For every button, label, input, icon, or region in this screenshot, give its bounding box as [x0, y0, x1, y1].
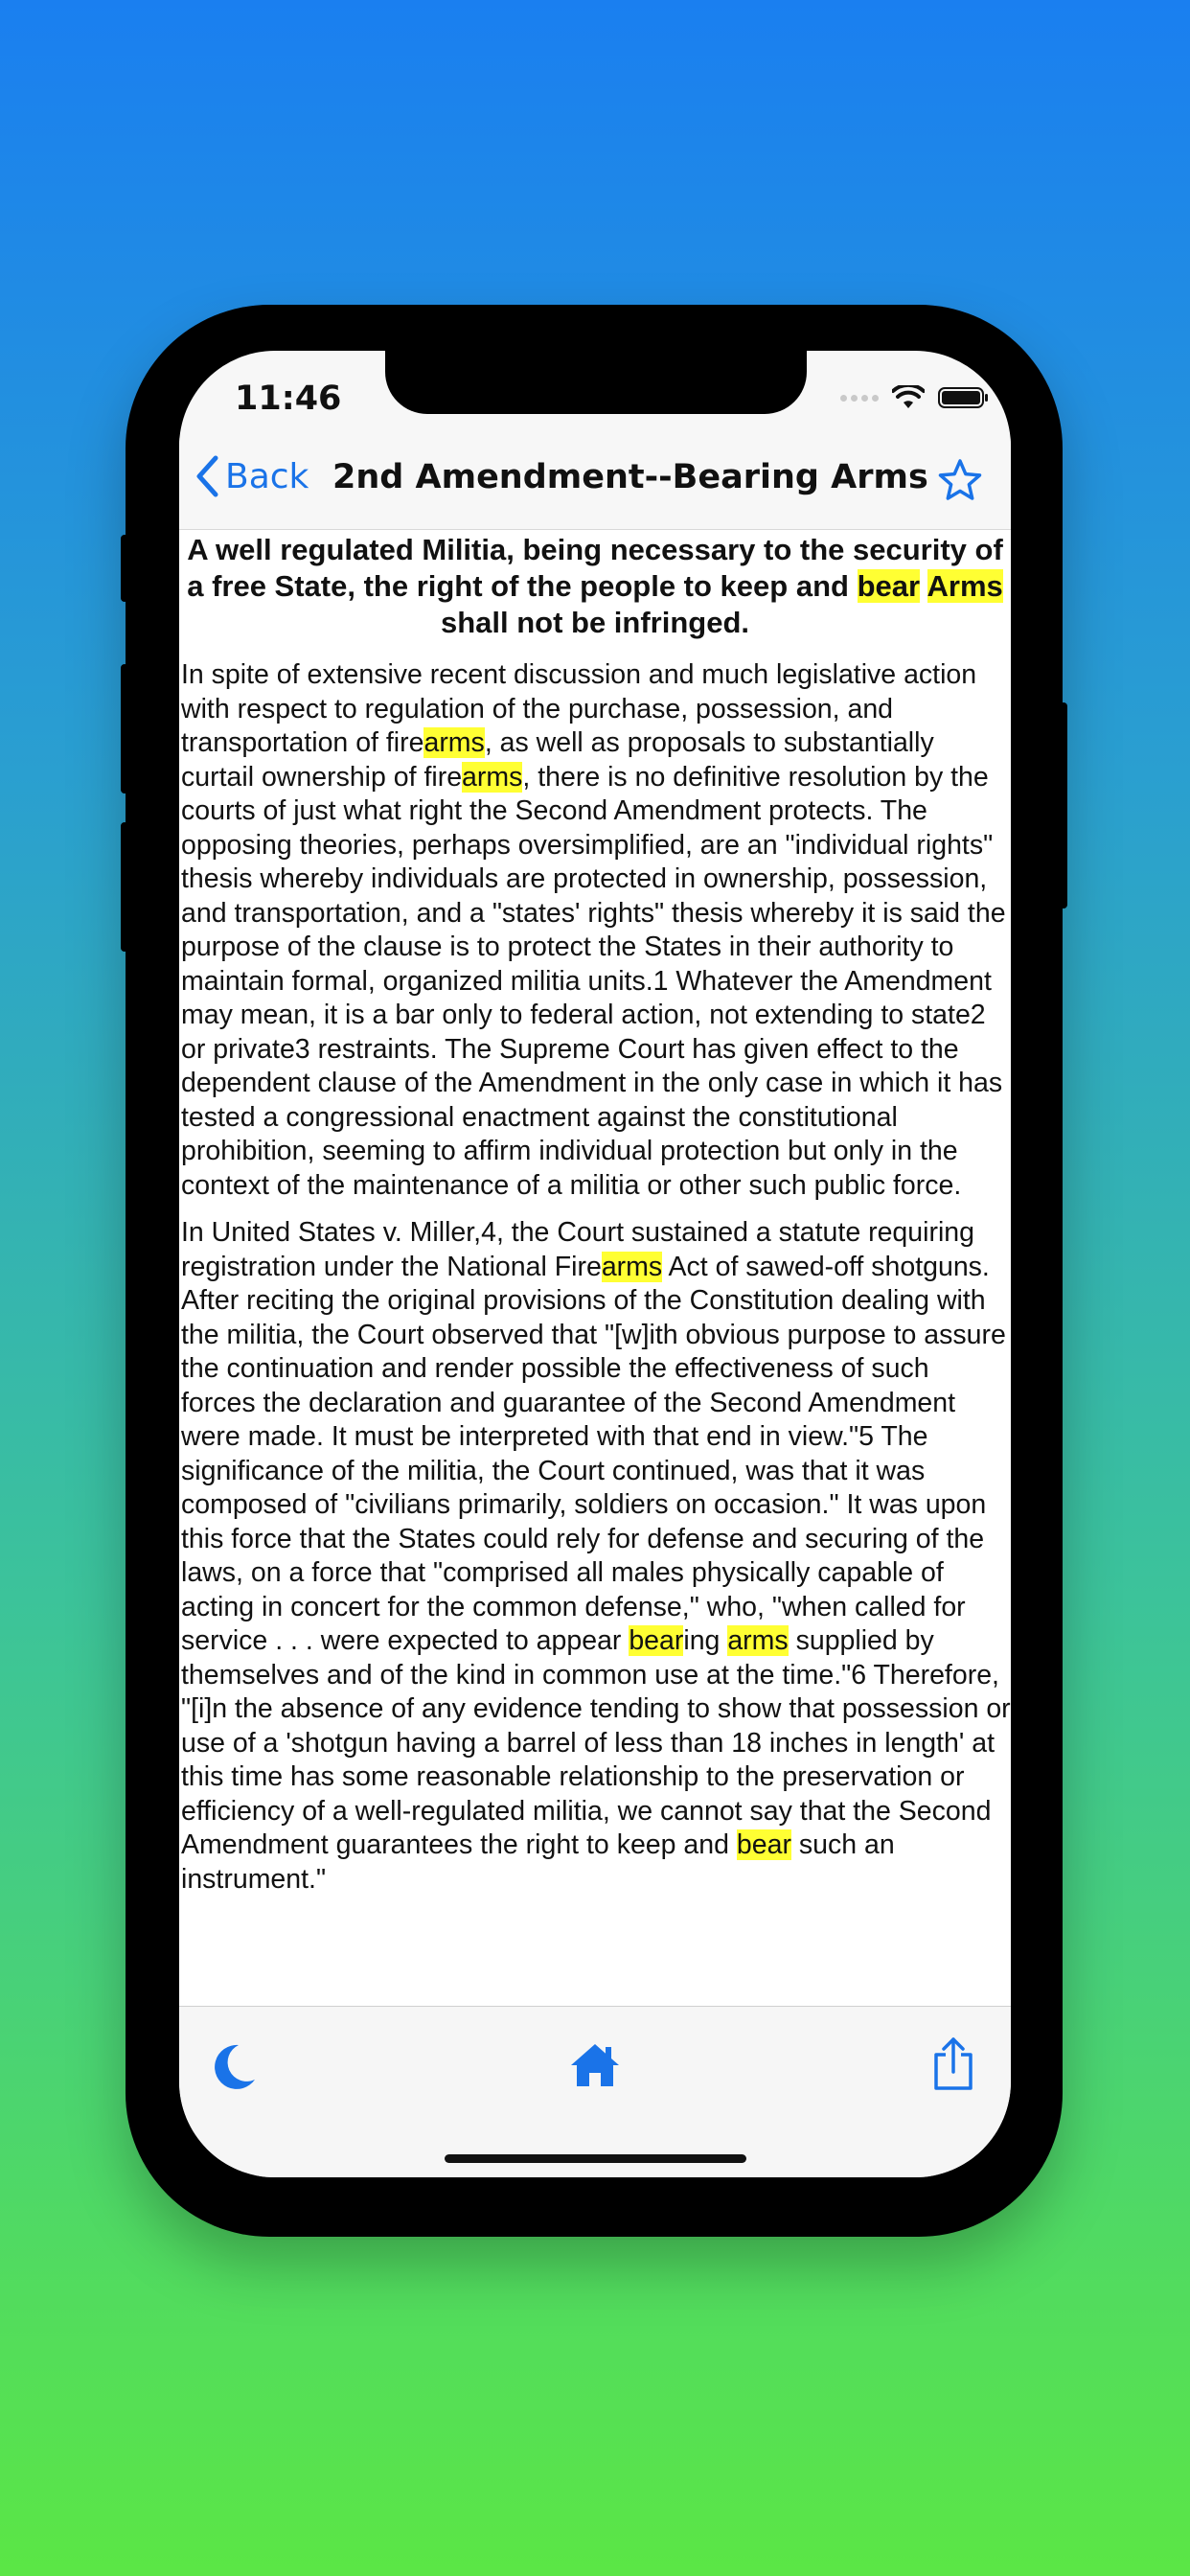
chevron-left-icon	[195, 454, 219, 498]
notch	[385, 351, 807, 414]
search-highlight: arms	[601, 1251, 663, 1282]
article-body	[179, 658, 1011, 1897]
text-segment: ing	[683, 1625, 728, 1656]
search-highlight: Arms	[927, 569, 1003, 603]
wifi-icon	[892, 385, 925, 410]
page-title: 2nd Amendment--Bearing Arms	[332, 458, 928, 496]
search-highlight: arms	[727, 1625, 789, 1656]
home-indicator	[445, 2154, 746, 2163]
share-icon	[931, 2036, 975, 2091]
text-segment: such an instrument."	[181, 1829, 895, 1895]
text-segment: A well regulated Militia, being necessary to the security of a free State, the right of the people to keep and	[187, 533, 1003, 603]
status-time: 11:46	[235, 380, 342, 418]
night-mode-button[interactable]	[210, 2041, 258, 2097]
text-segment: shall not be infringed.	[440, 606, 750, 639]
article-paragraph	[179, 1216, 1011, 1897]
volume-down-button	[121, 822, 128, 952]
text-segment: In spite of extensive recent discussion and much legislative action with respect to regulation of the purchase, possession, and transportation of fire	[181, 659, 977, 758]
text-segment: , there is no definitive resolution by the courts of just what right the Second Amendment protects. The opposing theories, perhaps oversimplified, are an "individual rights" thesis whereby individuals are protected in ownership, possession, and transportation, and a "states' rights" thesis whereby it is said the purpose of the clause is to protect the States in their authority to maintain formal, organized militia units.1 Whatever the Amendment may mean, it is a bar only to federal action, not extending to state2 or private3 restraints. The Supreme Court has given effect to the dependent clause of the Amendment in the only case in which it has tested a congressional enactment against the constitutional prohibition, seeming to affirm individual protection but only in the context of the maintenance of a militia or other such public force.	[181, 761, 1006, 1201]
share-button[interactable]	[931, 2036, 975, 2095]
status-icons	[840, 385, 984, 410]
cellular-signal-icon	[840, 395, 879, 402]
back-button-label: Back	[225, 456, 309, 496]
search-highlight: arms	[462, 761, 523, 793]
volume-up-button	[121, 664, 128, 794]
text-segment: supplied by themselves and of the kind in common use at the time."6 Therefore, "[i]n the absence of any evidence tending to show that possession or use of a 'shotgun having a barrel of less than 18 inches in length' at this time has some reasonable relationship to the preservation or efficiency of a well-regulated militia, we cannot say that the Second Amendment guarantees the right to keep and	[181, 1625, 1011, 1860]
text-segment: In United States v. Miller,4, the Court sustained a statute requiring registration under the National Fire	[181, 1217, 974, 1282]
text-segment: Act of sawed-off shotguns. After reciting the original provisions of the Constitution dealing with the militia, the Court observed that "[w]ith obvious purpose to assure the continuation and render possible the effectiveness of such forces the declaration and guarantee of the Second Amendment were made. It must be interpreted with that end in view."5 The significance of the militia, the Court continued, was that it was composed of "civilians primarily, soldiers on occasion." It was upon this force that the States could rely for defense and securing of the laws, on a force that "comprised all males physically capable of acting in concert for the common defense," who, "when called for service . . . were expected to appear	[181, 1251, 1006, 1656]
phone-frame	[126, 305, 1063, 2237]
home-icon	[569, 2041, 621, 2089]
moon-icon	[210, 2041, 258, 2093]
star-icon	[938, 458, 982, 502]
navigation-bar	[179, 437, 1011, 530]
bottom-toolbar	[179, 2006, 1011, 2177]
text-segment	[920, 569, 927, 603]
text-segment: , as well as proposals to substantially curtail ownership of fire	[181, 727, 934, 793]
search-highlight: bear	[629, 1625, 684, 1656]
home-button[interactable]	[569, 2041, 621, 2093]
silent-switch	[121, 535, 128, 602]
screen	[179, 351, 1011, 2177]
search-highlight: arms	[423, 727, 485, 758]
article-paragraph	[179, 658, 1011, 1203]
article-content[interactable]	[179, 530, 1011, 2006]
back-button[interactable]	[195, 454, 309, 498]
battery-icon	[938, 387, 984, 408]
amendment-quote	[185, 532, 1005, 641]
search-highlight: bear	[857, 569, 921, 603]
power-button	[1060, 702, 1067, 908]
search-highlight: bear	[736, 1829, 791, 1860]
favorite-button[interactable]	[938, 458, 982, 506]
